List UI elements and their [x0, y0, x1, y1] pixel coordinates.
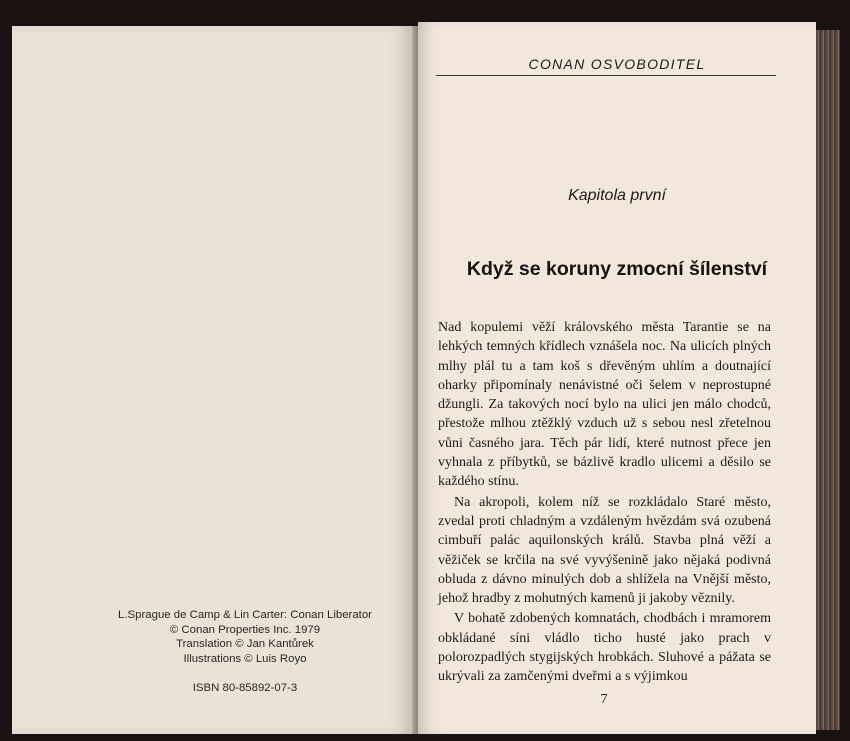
- header-rule: [436, 75, 776, 76]
- right-page: [418, 22, 816, 734]
- page-edges: [816, 30, 840, 730]
- paragraph: Na akropoli, kolem níž se rozkládalo Staré město, zvedal proti chladným a vzdáleným hvězdám svá ozubená cimbuří palác aquilonských králů. Stavba plná věží a věžiček se krčila na své vyvýšenině jako nějaká podivná obluda z dávno minulých dob a shlížela na Vnější město, jehož hradby z mohutných kamenů ji jakoby věznily.: [438, 494, 771, 607]
- chapter-label: Kapitola první: [568, 187, 666, 204]
- isbn: ISBN 80-85892-07-3: [192, 682, 298, 695]
- left-page: [12, 26, 416, 734]
- paragraph: V bohatě zdobených komnatách, chodbách i mramorem obkládané síni vládlo ticho husté jako prach v polorozpadlých stygijských hrobkách. Sluhové a pážata se ukrývali za zamčenými dveřmi a s výjimkou: [438, 611, 771, 685]
- body-text: [438, 318, 771, 687]
- running-head: CONAN OSVOBODITEL: [528, 56, 706, 72]
- credit-line: Illustrations © Luis Royo: [183, 652, 307, 665]
- chapter-title: Když se koruny zmocní šílenství: [466, 258, 768, 280]
- credit-line: © Conan Properties Inc. 1979: [169, 623, 321, 636]
- credit-line: L.Sprague de Camp & Lin Carter: Conan Liberator: [118, 609, 372, 621]
- copyright-credits: [104, 608, 386, 696]
- paragraph: Nad kopulemi věží královského města Tarantie se na lehkých temných křídlech vznášela noc. Na ulicích plných mlhy plál tu a tam koš s dřevěným uhlím a doutnající oharky připomínaly nenávistné oči šelem v neprostupné džungli. Za takových nocí bylo na ulici jen málo chodců, přestože mlhou ztěžklý vzduch už s sebou nesl zřetelnou vůni časného jara. Těch pár lidí, které nutnost přece jen vyhnala z příbytků, se bázlivě kradlo ulicemi a děsilo se každého stínu.: [438, 320, 771, 490]
- page-number: 7: [600, 692, 608, 707]
- credit-line: Translation © Jan Kantůrek: [176, 638, 314, 651]
